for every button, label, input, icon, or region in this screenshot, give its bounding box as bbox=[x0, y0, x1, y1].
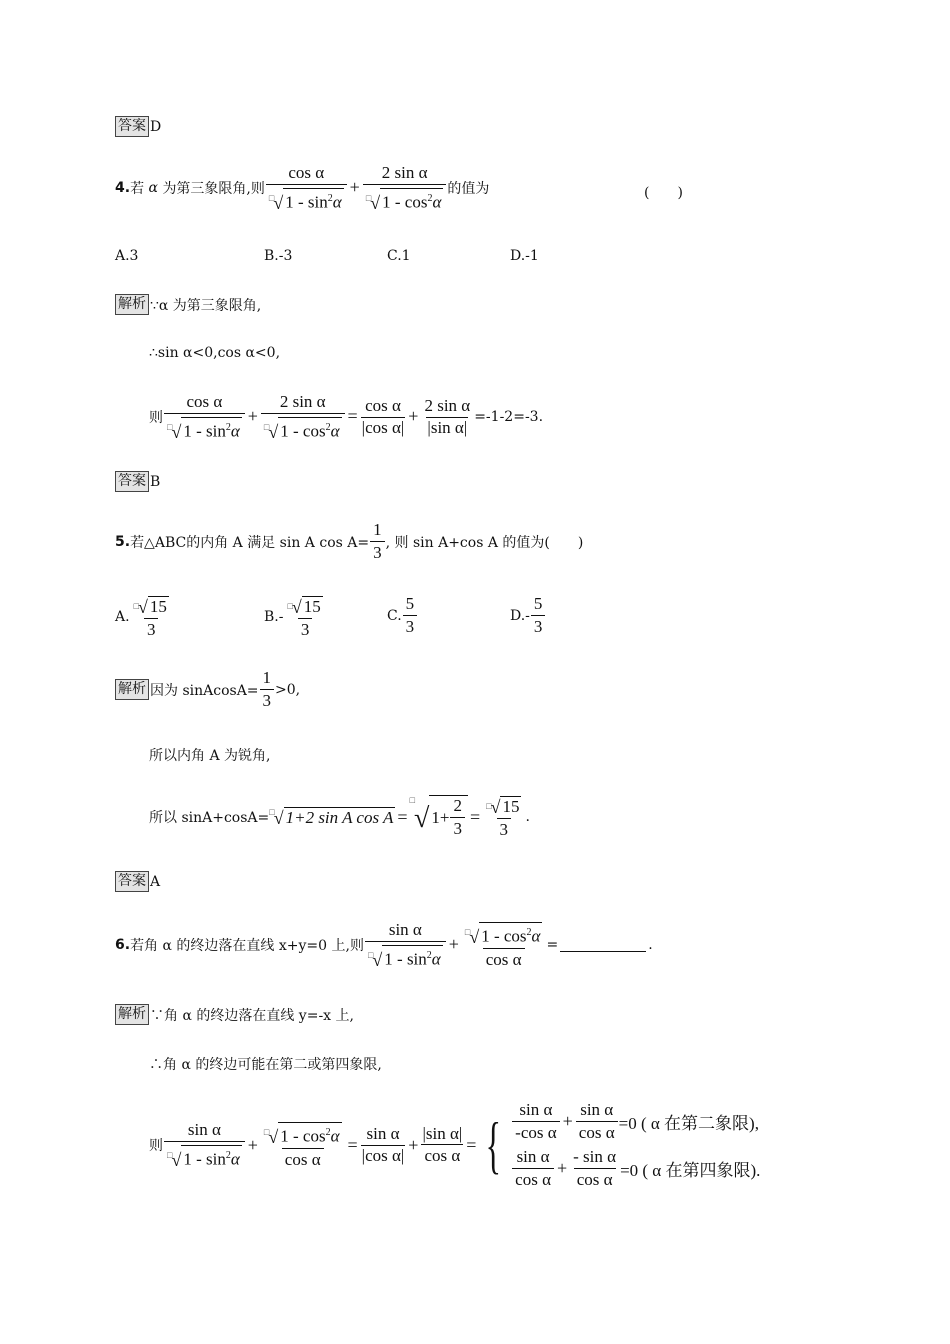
denominator: cos α bbox=[483, 948, 525, 970]
stem-text: 若 bbox=[130, 180, 145, 197]
analysis-text: 因为 sinAcosA= bbox=[150, 682, 259, 699]
numerator: □ √ $1 - \cos^2\alpha$ bbox=[462, 920, 546, 948]
denominator: cos α bbox=[421, 1144, 463, 1166]
radical: □ √ $1 - \cos^2\alpha$ bbox=[264, 417, 342, 442]
fraction bbox=[421, 396, 473, 438]
fraction bbox=[164, 1120, 245, 1170]
denominator: cos α bbox=[576, 1121, 618, 1143]
analysis-line bbox=[149, 1054, 382, 1074]
option-a bbox=[115, 594, 173, 640]
denominator: -cos α bbox=[512, 1121, 559, 1143]
numerator: □ √ 15 bbox=[133, 597, 167, 617]
numerator: 5 bbox=[533, 594, 543, 613]
radicand: 1+2 sin A cos A bbox=[285, 807, 394, 827]
denominator: 3 bbox=[403, 615, 418, 637]
question-4-stem: 4. 若 α 为第三象限角,则 cos α □ √ $1 - \sin^2\alpha$ + 2 sin α □ √ $1 - \cos^2\alpha$ 的值为 bbox=[115, 163, 490, 213]
analysis-tag: 解析 bbox=[115, 1004, 149, 1025]
exponent: 2 bbox=[225, 422, 231, 433]
alpha-symbol: α bbox=[230, 1149, 240, 1169]
stem-text: , 则 sin A+cos A 的值为( ) bbox=[385, 534, 584, 551]
analysis-text: ∵角 α 的终边落在直线 y=-x 上, bbox=[150, 1007, 354, 1024]
denominator: |cos α| bbox=[361, 417, 405, 437]
numerator: 5 bbox=[405, 594, 415, 613]
answer-line-3 bbox=[115, 116, 161, 137]
numerator: 1 bbox=[373, 520, 382, 539]
fraction bbox=[284, 594, 325, 640]
exponent: 2 bbox=[427, 193, 433, 204]
alpha-symbol: α bbox=[330, 421, 340, 441]
numerator: sin α bbox=[388, 920, 422, 939]
radicand: 15 bbox=[502, 797, 520, 816]
numerator: sin α bbox=[580, 1100, 614, 1119]
numerator: cos α bbox=[288, 163, 325, 182]
answer-value: D bbox=[150, 118, 162, 135]
option-b bbox=[264, 594, 327, 640]
radicand: 15 bbox=[303, 597, 321, 616]
fraction bbox=[421, 1124, 463, 1166]
case-text: =0 ( α 在第二象限), bbox=[618, 1114, 759, 1133]
stem-text: 为第三象限角,则 bbox=[162, 180, 265, 197]
numerator: 2 sin α bbox=[381, 163, 428, 182]
denominator: 3 bbox=[370, 541, 385, 563]
numerator: cos α bbox=[365, 395, 401, 415]
alpha-symbol: α bbox=[432, 192, 442, 212]
alpha-symbol: α bbox=[330, 1126, 340, 1146]
fraction bbox=[403, 594, 418, 637]
denominator: cos α bbox=[282, 1148, 324, 1170]
radicand: 1 - sin bbox=[183, 1149, 226, 1169]
alpha-symbol: α bbox=[332, 192, 342, 212]
exponent: 2 bbox=[225, 1150, 231, 1162]
denominator bbox=[164, 413, 245, 442]
fraction bbox=[261, 392, 345, 442]
analysis-text: 所以 sinA+cosA= bbox=[149, 810, 270, 826]
analysis-line bbox=[115, 1004, 354, 1025]
analysis-equation: 则 cos α □ √ $1 - \sin^2\alpha$ + 2 sin α □ √ $1 - \cos^2\alpha$ = $\frac{\text{cos α}}{\text{|cos α|}}$ + $\frac{\text{2 sin α}}{\text{|sin α|}}$ =-1-2=-3. bbox=[149, 392, 544, 442]
stem-text: 的值为 bbox=[447, 180, 490, 197]
radicand: 1 - cos bbox=[280, 1126, 326, 1146]
answer-tag: 答案 bbox=[115, 871, 149, 892]
stem-text: 若△ABC的内角 A 满足 sin A cos A= bbox=[130, 534, 370, 551]
fraction bbox=[164, 392, 245, 442]
radicand: 1+ bbox=[431, 807, 450, 827]
denominator: □ √ $1 - \sin^2\alpha$ bbox=[365, 941, 446, 970]
denominator: 3 bbox=[450, 817, 465, 839]
denominator: |cos α| bbox=[361, 1146, 405, 1165]
numerator: sin α bbox=[366, 1124, 400, 1143]
question-6-stem: 6. 若角 α 的终边落在直线 x+y=0 上,则 sin α □ √ $1 - \sin^2\alpha$ + □ √ $1 - \cos^2\alpha$ cos α = . bbox=[115, 920, 653, 970]
cases bbox=[511, 1100, 760, 1190]
answer-value: A bbox=[150, 873, 161, 890]
alpha-symbol: α bbox=[230, 421, 240, 441]
numerator: 2 sin α bbox=[424, 395, 471, 415]
exponent: 2 bbox=[327, 193, 333, 204]
stem-text: 若角 α 的终边落在直线 x+y=0 上,则 bbox=[130, 937, 364, 954]
exponent: 2 bbox=[426, 950, 432, 961]
denominator bbox=[363, 184, 447, 213]
numerator: □ √ 15 bbox=[287, 597, 321, 617]
numerator: 1 bbox=[262, 668, 272, 687]
answer-line-4 bbox=[115, 471, 160, 492]
radical: □ √ 1+2 sin A cos A bbox=[269, 806, 394, 828]
radical: □ √ $1 - \cos^2\alpha$ bbox=[366, 188, 444, 213]
analysis-equation: 所以 sinA+cosA= □ √ 1+2 sin A cos A = □ √ 1+ $\frac{2}{3}$ = □ √ 15 3 . bbox=[149, 795, 530, 839]
numerator: - sin α bbox=[573, 1147, 617, 1166]
denominator: cos α bbox=[512, 1168, 554, 1190]
option-label: A. bbox=[115, 609, 130, 625]
alpha-symbol: α bbox=[148, 179, 158, 196]
analysis-line bbox=[115, 668, 300, 711]
fraction bbox=[365, 920, 446, 970]
exponent: 2 bbox=[325, 1127, 331, 1139]
option-b: B.-3 bbox=[264, 248, 293, 264]
option-label: C. bbox=[387, 607, 402, 624]
answer-tag: 答案 bbox=[115, 116, 149, 137]
option-label: D.- bbox=[510, 607, 530, 624]
option-a: A.3 bbox=[115, 248, 139, 264]
radicand: 1 - sin bbox=[285, 192, 328, 212]
denominator: |sin α| bbox=[427, 417, 468, 437]
fraction bbox=[363, 163, 447, 213]
radicand: 1 - cos bbox=[382, 192, 428, 212]
denominator: 3 bbox=[260, 689, 275, 711]
analysis-equation: 则 sin α □ √ $1 - \sin^2\alpha$ + □ √ $1 - \cos^2\alpha$ cos α = $\frac{\text{sin α}}{\text{|cos α|}}$ + $\frac{\text{|sin α|}}{\text{cos α}}$ = { $\frac{\text{sin α}}{\text{-cos α}}$ + $\frac{\text{sin α}}{\text{cos α}}$ =0 ( α 在第二象限), $\frac{\text{sin α}}{\text{cos α}}$ + $\frac{\text{- sin α}}{\text{cos α}}$ =0 ( α 在第四象限). bbox=[149, 1100, 761, 1189]
left-brace: { bbox=[486, 1109, 502, 1180]
radicand: 1 - sin bbox=[183, 421, 226, 441]
alpha-symbol: α bbox=[531, 926, 541, 946]
answer-line-5 bbox=[115, 871, 160, 892]
radical: □ √ 1+ $\frac{2}{3}$ bbox=[410, 795, 468, 839]
equals: = bbox=[546, 936, 559, 953]
analysis-text: 则 bbox=[149, 1138, 163, 1154]
analysis-text: ∴角 α 的终边可能在第二或第四象限, bbox=[149, 1057, 382, 1073]
numerator: □ √ 15 bbox=[486, 797, 520, 817]
question-number: 5. bbox=[115, 533, 131, 550]
denominator: □ √ $1 - \sin^2\alpha$ bbox=[164, 1141, 245, 1170]
analysis-text: >0, bbox=[275, 681, 301, 698]
radical: □ √ $1 - \sin^2\alpha$ bbox=[167, 417, 242, 442]
answer-tag: 答案 bbox=[115, 471, 149, 492]
analysis-tag: 解析 bbox=[115, 294, 149, 315]
question-number: 6. bbox=[115, 936, 131, 953]
option-d: D.-1 bbox=[510, 248, 539, 264]
analysis-line bbox=[149, 345, 280, 361]
denominator: 3 bbox=[298, 618, 313, 640]
analysis-line bbox=[149, 745, 270, 765]
numerator: 2 bbox=[453, 796, 462, 815]
analysis-tag: 解析 bbox=[115, 679, 149, 700]
option-d bbox=[510, 594, 546, 637]
radicand: 1 - cos bbox=[481, 926, 527, 946]
case-second-quadrant: $\frac{\text{sin α}}{\text{-cos α}}$ + $\frac{\text{sin α}}{\text{cos α}}$ =0 ( α 在第二象限), bbox=[511, 1100, 760, 1143]
answer-paren: ( ) bbox=[644, 185, 683, 201]
option-label: B.- bbox=[264, 609, 284, 625]
fraction bbox=[260, 668, 275, 711]
exponent: 2 bbox=[526, 927, 532, 938]
denominator: cos α bbox=[574, 1168, 616, 1190]
fraction bbox=[462, 920, 546, 970]
radicand: 1 - cos bbox=[280, 421, 326, 441]
analysis-text: 则 bbox=[149, 409, 163, 426]
numerator: □ √ $1 - \cos^2\alpha$ bbox=[261, 1120, 345, 1148]
numerator: sin α bbox=[187, 1120, 221, 1140]
numerator: 2 sin α bbox=[279, 392, 326, 411]
radicand: 1 - sin bbox=[384, 949, 427, 969]
fraction bbox=[531, 594, 546, 637]
answer-value: B bbox=[150, 473, 161, 490]
radical: □ √ $1 - \sin^2\alpha$ bbox=[269, 188, 344, 213]
numerator: cos α bbox=[186, 392, 223, 411]
analysis-text: 所以内角 A 为锐角, bbox=[149, 748, 271, 764]
answer-blank[interactable] bbox=[560, 937, 646, 952]
period: . bbox=[525, 809, 530, 825]
fraction bbox=[361, 396, 406, 438]
period: . bbox=[648, 936, 653, 953]
case-text: =0 ( α 在第四象限). bbox=[620, 1161, 761, 1180]
denominator bbox=[261, 413, 345, 442]
radicand: 15 bbox=[149, 597, 167, 616]
denominator: 3 bbox=[497, 818, 512, 840]
fraction bbox=[370, 520, 385, 563]
fraction bbox=[266, 163, 347, 213]
numerator: sin α bbox=[519, 1100, 553, 1119]
fraction bbox=[361, 1124, 406, 1166]
analysis-line bbox=[115, 294, 261, 315]
analysis-text: ∴sin α<0,cos α<0, bbox=[149, 345, 281, 361]
numerator: |sin α| bbox=[422, 1124, 463, 1143]
denominator bbox=[266, 184, 347, 213]
case-fourth-quadrant: $\frac{\text{sin α}}{\text{cos α}}$ + $\frac{\text{- sin α}}{\text{cos α}}$ =0 ( α 在第四象限). bbox=[511, 1147, 760, 1190]
fraction bbox=[483, 794, 524, 840]
denominator: 3 bbox=[144, 618, 159, 640]
denominator: 3 bbox=[531, 615, 546, 637]
result-text: =-1-2=-3. bbox=[474, 408, 544, 425]
option-c: C.1 bbox=[387, 248, 411, 264]
fraction bbox=[261, 1120, 345, 1170]
analysis-text: ∵α 为第三象限角, bbox=[150, 297, 262, 314]
exponent: 2 bbox=[325, 422, 331, 433]
option-c bbox=[387, 594, 418, 637]
question-5-stem bbox=[115, 520, 583, 563]
numerator: sin α bbox=[516, 1147, 550, 1166]
fraction bbox=[131, 594, 172, 640]
question-number: 4. bbox=[115, 179, 131, 196]
alpha-symbol: α bbox=[431, 949, 441, 969]
